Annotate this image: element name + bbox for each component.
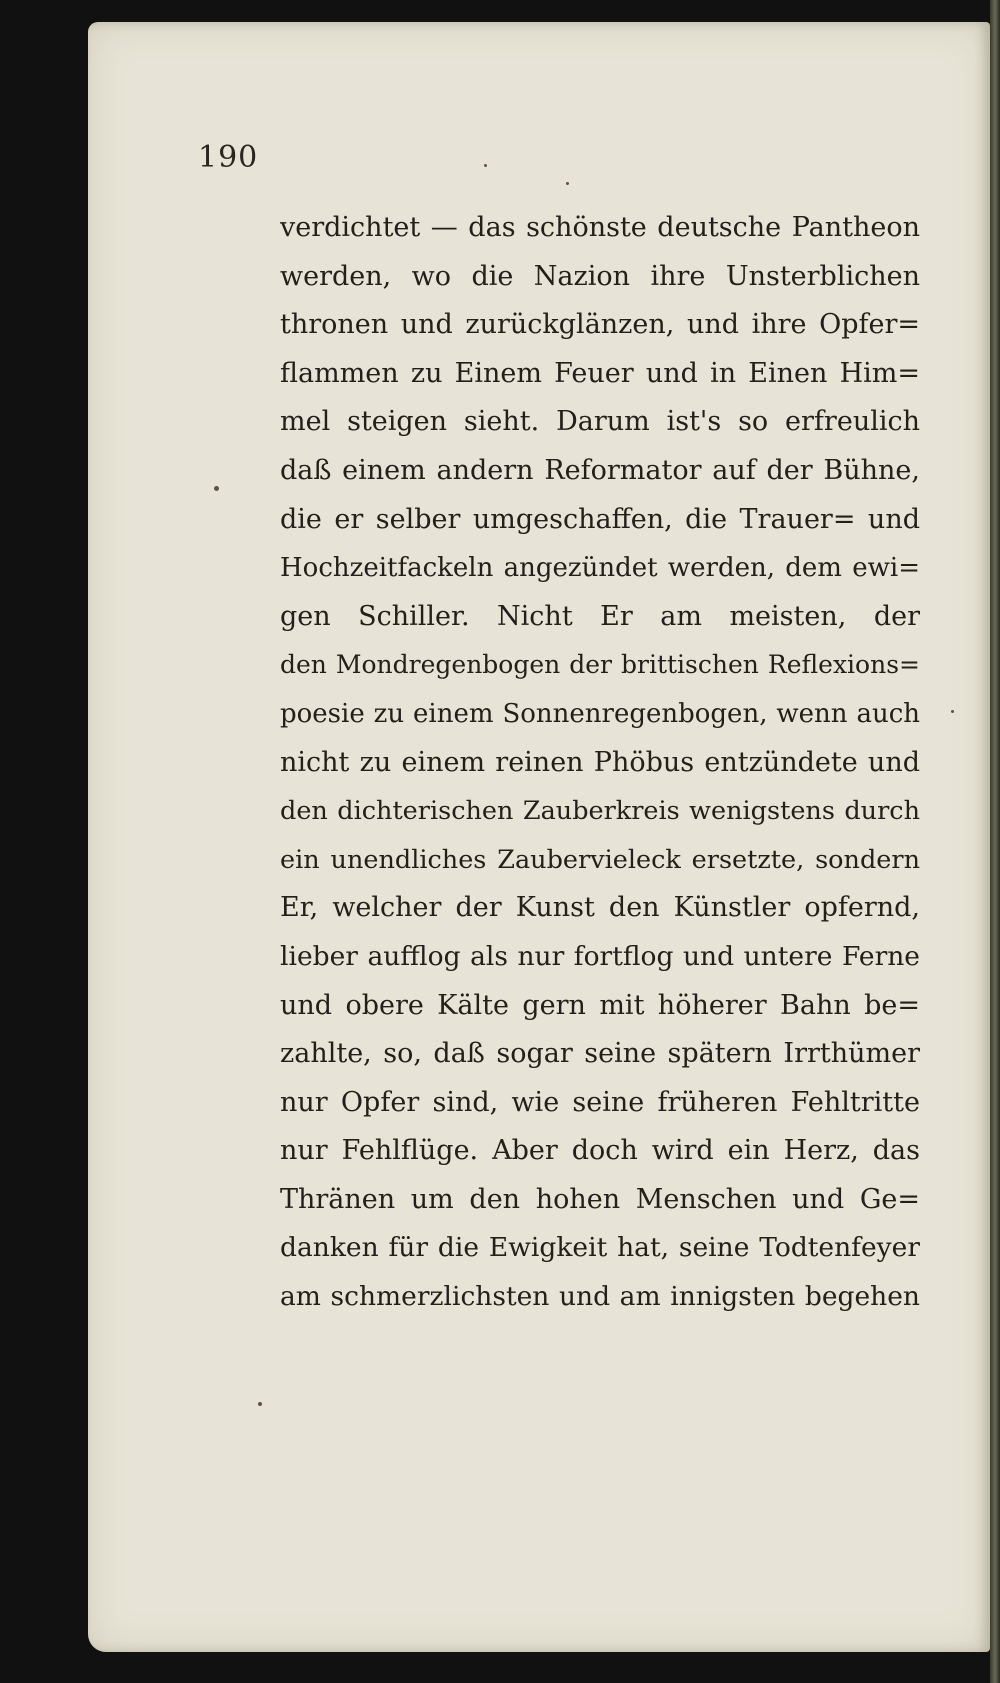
text-line: flammen zu Einem Feuer und in Einen Him= xyxy=(280,357,920,389)
text-line: danken für die Ewigkeit hat, seine Todtenfeyer xyxy=(280,1232,920,1264)
paper-speck xyxy=(214,486,219,491)
text-line: nicht zu einem reinen Phöbus entzündete und xyxy=(280,746,920,778)
text-line: den dichterischen Zauberkreis wenigstens durch xyxy=(280,796,920,827)
paper-speck xyxy=(258,1402,262,1406)
text-line: Thränen um den hohen Menschen und Ge= xyxy=(280,1183,920,1215)
text-line: werden, wo die Nazion ihre Unsterblichen xyxy=(280,260,920,292)
text-line: den Mondregenbogen der brittischen Reflexions= xyxy=(280,650,920,680)
text-line: mel steigen sieht. Darum ist's so erfreulich xyxy=(280,406,920,438)
paper-speck xyxy=(951,710,954,713)
text-line: poesie zu einem Sonnenregenbogen, wenn auch xyxy=(280,698,920,729)
text-line: daß einem andern Reformator auf der Bühne, xyxy=(280,454,920,486)
text-line: die er selber umgeschaffen, die Trauer= und xyxy=(280,503,920,535)
text-line: am schmerzlichsten und am innigsten begehen xyxy=(280,1281,920,1313)
text-line: ein unendliches Zaubervieleck ersetzte, sondern xyxy=(280,844,920,875)
text-line: Hochzeitfackeln angezündet werden, dem ewi= xyxy=(280,553,920,584)
text-line: verdichtet — das schönste deutsche Pantheon xyxy=(280,212,920,243)
text-line: nur Opfer sind, wie seine früheren Fehltritte xyxy=(280,1086,920,1118)
text-line: nur Fehlflüge. Aber doch wird ein Herz, das xyxy=(280,1135,920,1167)
paper-speck xyxy=(566,182,569,185)
text-line: gen Schiller. Nicht Er am meisten, der xyxy=(280,600,920,632)
text-line: thronen und zurückglänzen, und ihre Opfer= xyxy=(280,309,920,341)
text-line: Er, welcher der Kunst den Künstler opfernd, xyxy=(280,892,920,924)
body-text xyxy=(280,204,920,1322)
text-line: und obere Kälte gern mit höherer Bahn be= xyxy=(280,989,920,1021)
page-number: 190 xyxy=(198,140,259,175)
book-edge xyxy=(990,0,1000,1683)
paper-speck xyxy=(484,164,487,167)
text-line: lieber aufflog als nur fortflog und untere Ferne xyxy=(280,940,920,972)
text-line: zahlte, so, daß sogar seine spätern Irrthümer xyxy=(280,1038,920,1070)
